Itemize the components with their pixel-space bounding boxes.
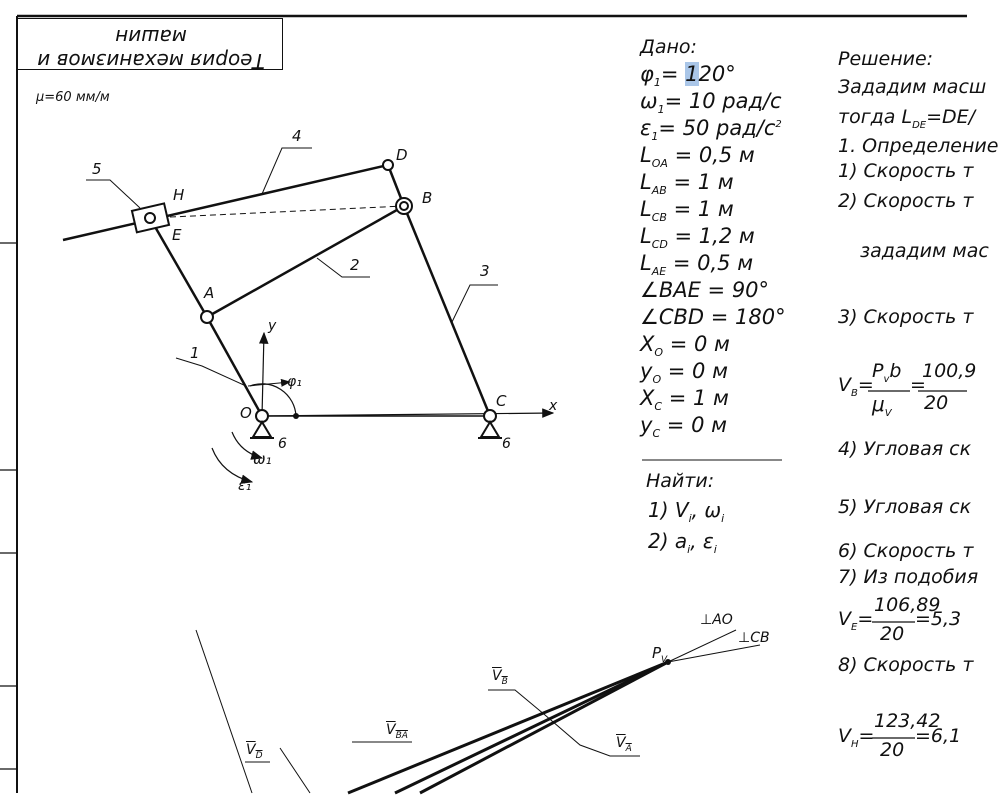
given-header: Дано:	[640, 36, 697, 58]
given-item: $\varepsilon_1= 50$ рад/$с^2$	[640, 116, 782, 144]
label-link-4: 4	[292, 127, 302, 145]
label-joint-a: A	[204, 284, 215, 302]
label-link-6a: 6	[278, 436, 287, 452]
vh-lhs: $V_H=$	[838, 725, 875, 750]
label-phi: φ₁	[287, 374, 302, 390]
label-perp-ao: ⊥AO	[700, 612, 733, 628]
given-item: $y_C = 0$ м	[640, 413, 727, 441]
vb-denominator: $\mu_V$	[872, 392, 892, 419]
label-joint-c: C	[496, 392, 507, 410]
solution-line-8: 4) Угловая ск	[838, 438, 972, 460]
label-vba: $V_{BA}$	[386, 722, 408, 741]
solution-line-10: 6) Скорость т	[838, 540, 974, 562]
solution-line-1: Зададим масш	[838, 76, 987, 98]
title-block-text: Теория механизмов и машин	[37, 25, 265, 73]
given-item: $y_O = 0$ м	[640, 359, 728, 387]
given-item: $\varphi_1= 120^\circ$	[640, 62, 736, 90]
vh-denominator: 20	[880, 739, 905, 761]
link-3	[404, 206, 490, 416]
scale-label: μ=60 мм/м	[36, 90, 110, 105]
label-y-axis: y	[268, 318, 277, 334]
label-link-1: 1	[190, 344, 200, 362]
side-stamp	[0, 243, 17, 769]
velocity-plan	[196, 630, 760, 793]
given-item: $X_C = 1$ м	[640, 386, 729, 414]
label-vd: $V_D$	[246, 742, 263, 761]
label-x-axis: x	[549, 398, 558, 414]
vb-numerator: $P_vb$	[872, 360, 902, 385]
vb-numerator-value: 100,9	[922, 360, 977, 382]
support-o	[250, 422, 274, 438]
label-epsilon: ε₁	[238, 478, 252, 494]
given-item: $\omega_1= 10$ рад/с	[640, 89, 782, 117]
label-link-2: 2	[350, 256, 360, 274]
label-link-3: 3	[480, 262, 490, 280]
vb-eq: =	[910, 374, 926, 396]
label-joint-b: B	[422, 189, 433, 207]
given-item: $L_{OA} = 0,5$ м	[640, 143, 755, 171]
label-joint-h: H	[173, 186, 185, 204]
label-link-6b: 6	[502, 436, 511, 452]
y-axis	[262, 333, 264, 416]
ve-lhs: $V_E=$	[838, 608, 874, 633]
solution-line-7: 3) Скорость т	[838, 306, 974, 328]
label-vb: $V_B$	[492, 668, 508, 687]
ve-result: =5,3	[915, 608, 962, 630]
find-item-velocity: 1) $V_i$, $\omega_i$	[648, 498, 725, 525]
label-leaders	[86, 148, 498, 386]
label-pole: $P_V$	[652, 644, 668, 665]
find-header: Найти:	[646, 470, 715, 492]
solution-line-3: 1. Определение	[838, 135, 998, 157]
epsilon-arrow	[212, 448, 252, 482]
solution-line-4: 1) Скорость т	[838, 160, 974, 182]
solution-line-6: зададим мас	[860, 240, 989, 262]
ve-numerator: 106,89	[874, 594, 941, 616]
label-joint-o: O	[240, 404, 252, 422]
label-va: $V_A$	[616, 735, 632, 754]
find-item-acceleration: 2) $a_i$, $\varepsilon_i$	[648, 529, 717, 556]
given-item: $L_{AB} = 1$ м	[640, 170, 734, 198]
given-item: $L_{AE} = 0,5$ м	[640, 251, 754, 279]
vh-numerator: 123,42	[874, 710, 941, 732]
link-4	[63, 165, 388, 240]
given-item: ∠CBD = 180°	[640, 305, 786, 329]
solution-line-12: 8) Скорость т	[838, 654, 974, 676]
solution-line-5: 2) Скорость т	[838, 190, 974, 212]
joint-e	[145, 213, 155, 223]
given-item: ∠BAE = 90°	[640, 278, 770, 302]
given-item: $L_{CB} = 1$ м	[640, 197, 734, 225]
given-item: $X_O = 0$ м	[640, 332, 730, 360]
joint-b-inner	[400, 202, 408, 210]
joint-d	[383, 160, 393, 170]
vb-denominator-value: 20	[924, 392, 949, 414]
link-2	[207, 206, 404, 317]
vh-result: =6,1	[915, 725, 962, 747]
link-1	[207, 317, 262, 416]
given-item: $L_{CD} = 1,2$ м	[640, 224, 755, 252]
joint-a	[201, 311, 213, 323]
label-joint-d: D	[396, 146, 408, 164]
support-c	[478, 422, 502, 438]
label-perp-cb: ⊥CB	[738, 630, 770, 646]
label-omega: ω₁	[253, 450, 272, 468]
label-joint-e: E	[172, 226, 182, 244]
title-block	[17, 18, 283, 73]
label-link-5: 5	[92, 160, 102, 178]
solution-line-9: 5) Угловая ск	[838, 496, 972, 518]
vb-lhs: $V_B=$	[838, 374, 874, 399]
ve-denominator: 20	[880, 623, 905, 645]
solution-line-11: 7) Из подобия	[838, 566, 979, 588]
solution-header: Решение:	[838, 48, 934, 70]
phi-arrow	[248, 382, 290, 386]
solution-line-2: тогда $L_{DE}=DE/$	[838, 106, 976, 131]
